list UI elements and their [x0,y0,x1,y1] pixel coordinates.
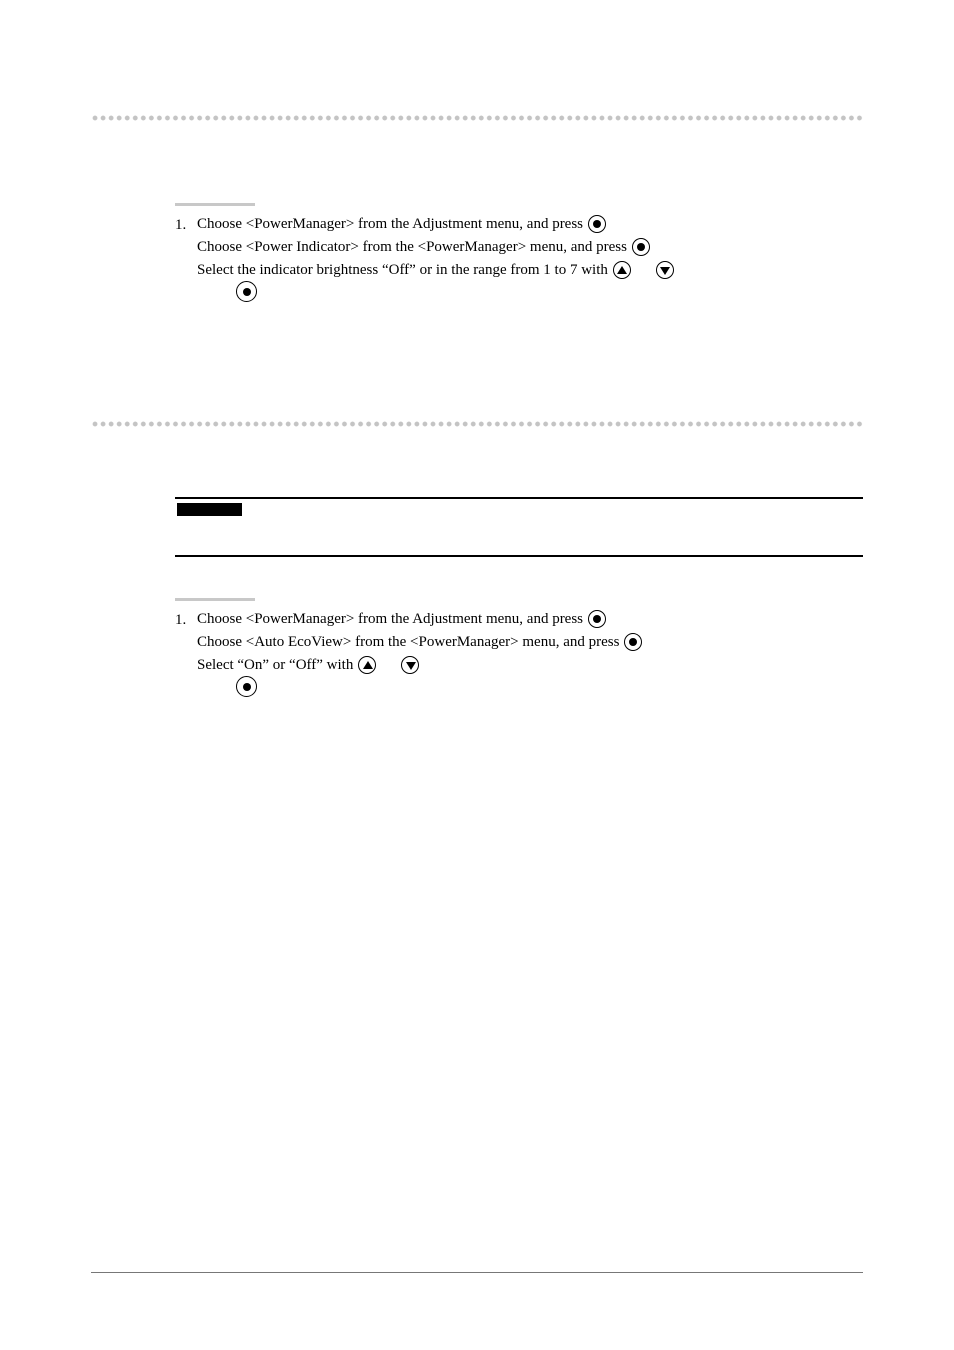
procedure-rule-2 [175,598,255,601]
up-arrow-button-icon [358,656,376,674]
enter-button-icon [588,215,606,233]
section-divider-2 [91,421,863,427]
step2-line-3-text: Select “On” or “Off” with [197,657,354,673]
enter-button-icon [624,633,642,651]
footer-rule [91,1272,863,1273]
enter-button-icon [632,238,650,256]
step1-line-1 [197,215,606,233]
section-divider-1 [91,115,863,121]
step1-line-2 [197,238,650,256]
up-arrow-button-icon [613,261,631,279]
step-number-2: 1. [175,612,187,628]
step1-line-1-text: Choose <PowerManager> from the Adjustment menu, and press [197,216,584,232]
step1-line-2-text: Choose <Power Indicator> from the <PowerManager> menu, and press [197,239,627,255]
note-box-bottom-rule [175,555,863,557]
down-arrow-button-icon [656,261,674,279]
step2-line-2-text: Choose <Auto EcoView> from the <PowerManager> menu, and press [197,634,620,650]
note-label-tag [177,503,242,516]
step2-line-1-text: Choose <PowerManager> from the Adjustment menu, and press [197,611,584,627]
step1-line-3-text: Select the indicator brightness “Off” or in the range from 1 to 7 with [197,262,608,278]
enter-button-icon [236,676,257,697]
step2-line-2 [197,633,642,651]
step2-line-3 [197,656,419,674]
down-arrow-button-icon [401,656,419,674]
step-number-1: 1. [175,217,187,233]
note-box-top-rule [175,497,863,499]
step2-line-1 [197,610,606,628]
enter-button-icon [588,610,606,628]
procedure-rule-1 [175,203,255,206]
step1-line-3 [197,261,674,279]
enter-button-icon [236,281,257,302]
